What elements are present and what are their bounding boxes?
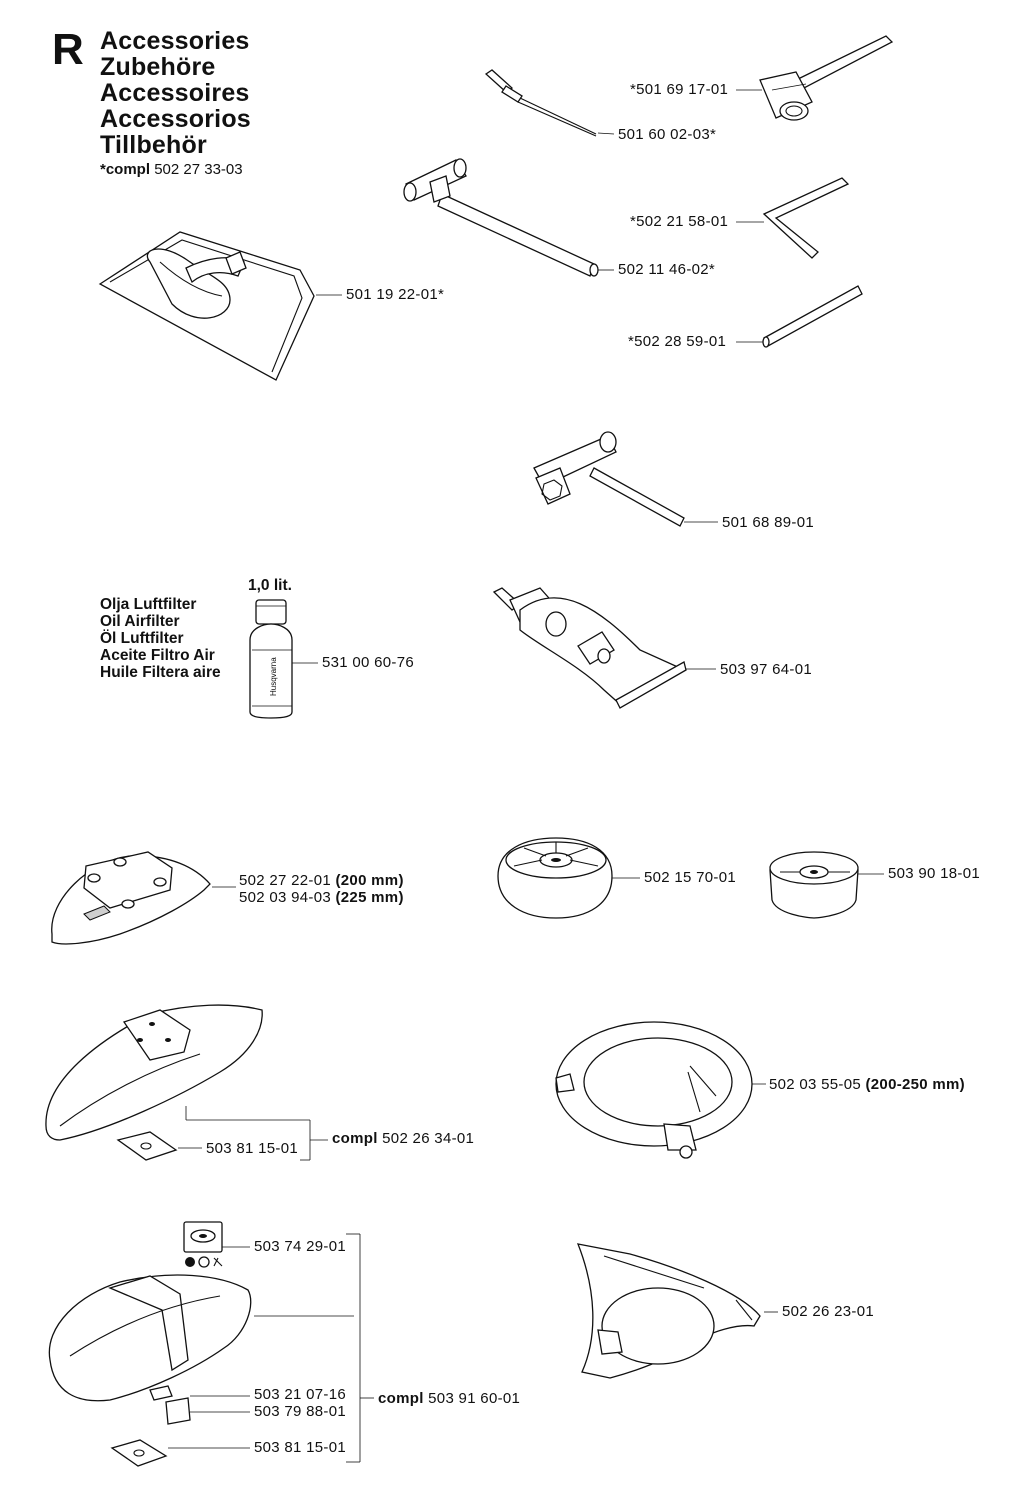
part-label-503-90-18-01: 503 90 18-01 [888, 865, 981, 882]
part-label-501-69-17-01: *501 69 17-01 [630, 81, 729, 98]
compl-label-502-26-34-01: compl 502 26 34-01 [332, 1130, 475, 1147]
ring-guard-icon [556, 1022, 752, 1158]
part-label-503-74-29-01: 503 74 29-01 [254, 1238, 347, 1255]
bottle-brand-text: Husqvarna [269, 657, 278, 696]
part-label-503-79-88-01: 503 79 88-01 [254, 1403, 347, 1420]
allen-key-icon [764, 178, 848, 258]
part-label-501-19-22-01: 501 19 22-01* [346, 286, 445, 303]
title-sv: Tillbehör [100, 131, 207, 159]
tri-guard-icon [578, 1244, 760, 1378]
tube-wrench-icon [404, 159, 598, 276]
part-label-502-21-58-01: *502 21 58-01 [630, 213, 729, 230]
part-label-502-03-94-03: 502 03 94-03 (225 mm) [239, 889, 404, 906]
combi-guard-icon [49, 1275, 250, 1466]
screwdriver-icon [486, 70, 596, 136]
bowl-guard-icon [498, 838, 612, 918]
trimmer-guard-large-icon [46, 1005, 262, 1160]
oil-name-es: Aceite Filtro Air [100, 647, 215, 664]
compl-label-503-91-60-01: compl 503 91 60-01 [378, 1390, 521, 1407]
section-letter: R [52, 25, 84, 74]
title-fr: Accessoires [100, 79, 250, 107]
oil-name-sv: Olja Luftfilter [100, 596, 197, 613]
pin-icon [763, 286, 862, 347]
t-wrench-icon [760, 36, 892, 120]
part-label-503-81-15-01-a: 503 81 15-01 [206, 1140, 299, 1157]
compl-kit-note: *compl 502 27 33-03 [100, 161, 243, 178]
part-label-502-11-46-02: 502 11 46-02* [618, 261, 716, 278]
part-label-502-03-55-05: 502 03 55-05 (200-250 mm) [769, 1076, 965, 1093]
part-label-502-28-59-01: *502 28 59-01 [628, 333, 727, 350]
part-label-501-60-02-03: 501 60 02-03* [618, 126, 717, 143]
oil-name-de: Öl Luftfilter [100, 630, 184, 647]
oil-name-fr: Huile Filtera aire [100, 664, 221, 681]
oil-name-en: Oil Airfilter [100, 613, 180, 630]
trimmer-guard-small-icon [52, 852, 210, 944]
title-de: Zubehöre [100, 53, 216, 81]
part-label-503-21-07-16: 503 21 07-16 [254, 1386, 347, 1403]
part-label-502-27-22-01: 502 27 22-01 (200 mm) [239, 872, 404, 889]
part-label-502-15-70-01: 502 15 70-01 [644, 869, 737, 886]
part-label-501-68-89-01: 501 68 89-01 [722, 514, 815, 531]
title-en: Accessories [100, 27, 250, 55]
part-label-503-81-15-01-b: 503 81 15-01 [254, 1439, 347, 1456]
oil-volume: 1,0 lit. [248, 577, 292, 594]
part-label-531-00-60-76: 531 00 60-76 [322, 654, 415, 671]
tool-bag-icon [100, 232, 314, 380]
oil-names [100, 596, 221, 681]
spool-box-icon [184, 1222, 222, 1267]
oil-bottle-icon [250, 600, 292, 718]
part-label-503-97-64-01: 503 97 64-01 [720, 661, 813, 678]
title-es: Accessorios [100, 105, 251, 133]
part-label-502-26-23-01: 502 26 23-01 [782, 1303, 875, 1320]
cup-guard-icon [770, 852, 858, 918]
combination-wrench-icon [534, 432, 684, 526]
grease-tube-icon [494, 588, 686, 708]
